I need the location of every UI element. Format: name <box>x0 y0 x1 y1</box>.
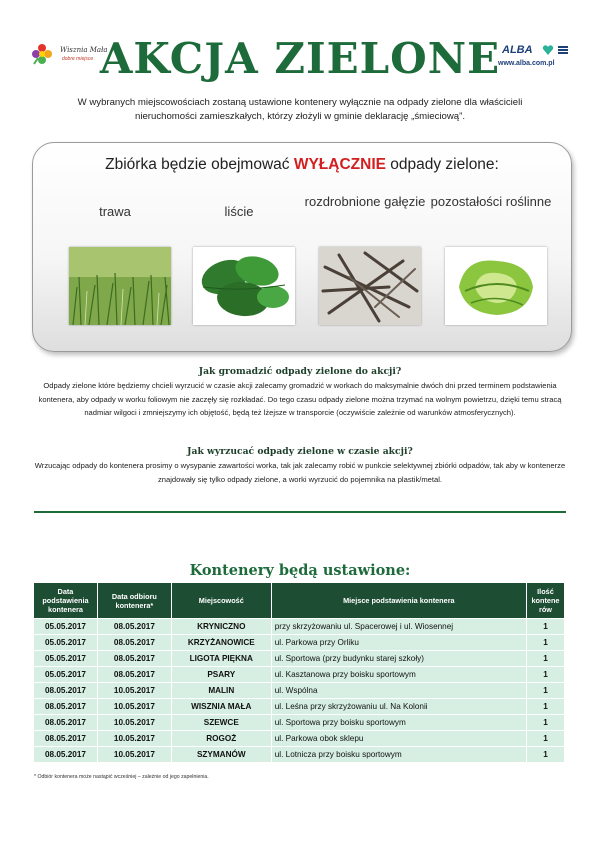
delivery-date: 08.05.2017 <box>34 699 98 715</box>
table-row <box>34 715 565 731</box>
category-label: trawa <box>99 204 131 219</box>
container-count: 1 <box>526 731 564 747</box>
faq-dispose <box>28 446 572 486</box>
intro-text: W wybranych miejscowościach zostaną ustawione kontenery wyłącznie na odpady zielone dla właścicieli nieruchomości zamieszkałych, którzy złożyli w gminie deklarację „śmieciową”. <box>77 97 523 122</box>
faq-answer: Odpady zielone które będziemy chcieli wyrzucić w czasie akcji zalecamy gromadzić w workach do maksymalnie dwóch dni przed terminem podstawienia kontenera, aby odpady w worku foliowym nie zaczęły się rozkładać. Do tego czasu odpady zielone można trzymać na wolnym powietrzu, dzięki temu stracą nadmiar wilgoci i zmniejszymy ich objętość, będą też lżejsze w transporcie (oczywiście zależnie od warunków atmosferycznych). <box>38 381 562 417</box>
table-row <box>34 667 565 683</box>
category-label: pozostałości roślinne <box>430 194 552 209</box>
location: ul. Wspólna <box>271 683 526 699</box>
delivery-date: 08.05.2017 <box>34 731 98 747</box>
town: WISZNIA MAŁA <box>171 699 271 715</box>
location: ul. Parkowa obok sklepu <box>271 731 526 747</box>
town: KRZYŻANOWICE <box>171 635 271 651</box>
table-row <box>34 619 565 635</box>
location: ul. Kasztanowa przy boisku sportowym <box>271 667 526 683</box>
faq-question: Jak wyrzucać odpady zielone w czasie akcji? <box>187 446 413 457</box>
delivery-date: 08.05.2017 <box>34 747 98 763</box>
grass-photo-icon <box>69 247 171 325</box>
category-label: liście <box>224 204 254 219</box>
header-delivery-date: Data podstawienia kontenera <box>34 583 98 619</box>
location: ul. Lotnicza przy boisku sportowym <box>271 747 526 763</box>
pickup-date: 10.05.2017 <box>97 699 171 715</box>
logo-left-tagline: dobre miejsce <box>62 56 94 62</box>
table-row <box>34 747 565 763</box>
header-town: Miejscowość <box>171 583 271 619</box>
container-count: 1 <box>526 699 564 715</box>
location: ul. Leśna przy skrzyżowaniu ul. Na Kolonii <box>271 699 526 715</box>
table-row <box>34 683 565 699</box>
section-divider <box>34 511 566 513</box>
container-count: 1 <box>526 619 564 635</box>
category-plant-remains <box>430 189 552 339</box>
table-row <box>34 699 565 715</box>
container-count: 1 <box>526 651 564 667</box>
table-header-row <box>34 583 565 619</box>
page-header <box>0 30 600 90</box>
container-count: 1 <box>526 635 564 651</box>
container-count: 1 <box>526 715 564 731</box>
pickup-date: 08.05.2017 <box>97 635 171 651</box>
category-branches <box>304 189 426 339</box>
branches-photo-icon <box>319 247 421 325</box>
town: SZEWCE <box>171 715 271 731</box>
pickup-date: 08.05.2017 <box>97 651 171 667</box>
alba-lines-icon <box>558 46 568 54</box>
leaves-photo-icon <box>193 247 295 325</box>
header-count: Ilość kontene rów <box>526 583 564 619</box>
alba-brand-text: ALBA <box>502 44 533 56</box>
container-count: 1 <box>526 683 564 699</box>
category-leaves <box>185 189 293 339</box>
location: ul. Sportowa (przy budynku starej szkoły) <box>271 651 526 667</box>
panel-title-after: odpady zielone: <box>385 156 499 173</box>
delivery-date: 08.05.2017 <box>34 683 98 699</box>
schedule-table <box>33 582 565 763</box>
footnote: * Odbiór kontenera może nastąpić wcześniej – zależnie od jego zapełnienia. <box>34 774 209 780</box>
panel-title-emphasis: WYŁĄCZNIE <box>293 156 386 173</box>
pickup-date: 08.05.2017 <box>97 667 171 683</box>
table-row <box>34 635 565 651</box>
pickup-date: 10.05.2017 <box>97 747 171 763</box>
faq-question: Jak gromadzić odpady zielone do akcji? <box>198 366 402 377</box>
table-row <box>34 651 565 667</box>
header-location: Miejsce podstawienia kontenera <box>271 583 526 619</box>
container-count: 1 <box>526 667 564 683</box>
schedule-title: Kontenery będą ustawione: <box>189 562 411 579</box>
location: ul. Parkowa przy Orliku <box>271 635 526 651</box>
category-grass <box>61 189 169 339</box>
waste-categories <box>61 189 552 339</box>
town: PSARY <box>171 667 271 683</box>
alba-website: www.alba.com.pl <box>498 60 555 67</box>
page-title: AKCJA ZIELONE <box>99 34 501 83</box>
alba-logo <box>498 44 578 84</box>
category-label: rozdrobnione gałęzie <box>304 194 426 209</box>
delivery-date: 05.05.2017 <box>34 619 98 635</box>
header-pickup-date: Data odbioru kontenera* <box>97 583 171 619</box>
logo-left-name: Wisznia Mała <box>60 46 108 54</box>
town: LIGOTA PIĘKNA <box>171 651 271 667</box>
panel-title-before: Zbiórka będzie obejmować <box>105 156 294 173</box>
panel-title <box>33 156 571 174</box>
town: KRYNICZNO <box>171 619 271 635</box>
pickup-date: 10.05.2017 <box>97 683 171 699</box>
location: przy skrzyżowaniu ul. Spacerowej i ul. Wiosennej <box>271 619 526 635</box>
delivery-date: 05.05.2017 <box>34 667 98 683</box>
faq-collect <box>28 366 572 420</box>
green-waste-panel <box>32 142 572 352</box>
pickup-date: 10.05.2017 <box>97 731 171 747</box>
delivery-date: 08.05.2017 <box>34 715 98 731</box>
town: ROGOŻ <box>171 731 271 747</box>
location: ul. Sportowa przy boisku sportowym <box>271 715 526 731</box>
table-row <box>34 731 565 747</box>
delivery-date: 05.05.2017 <box>34 651 98 667</box>
alba-heart-icon <box>542 44 554 56</box>
town: SZYMANÓW <box>171 747 271 763</box>
pickup-date: 10.05.2017 <box>97 715 171 731</box>
delivery-date: 05.05.2017 <box>34 635 98 651</box>
plant-remains-photo-icon <box>445 247 547 325</box>
town: MALIN <box>171 683 271 699</box>
faq-answer: Wrzucając odpady do kontenera prosimy o wysypanie zawartości worka, tak jak zalecamy robić w punkcie selektywnej zbiórki odpadów, tak aby w kontenerze znajdowały się tylko odpady zielone, a worki wyrzucić do pojemnika na plastik/metal. <box>34 461 566 484</box>
pickup-date: 08.05.2017 <box>97 619 171 635</box>
container-count: 1 <box>526 747 564 763</box>
